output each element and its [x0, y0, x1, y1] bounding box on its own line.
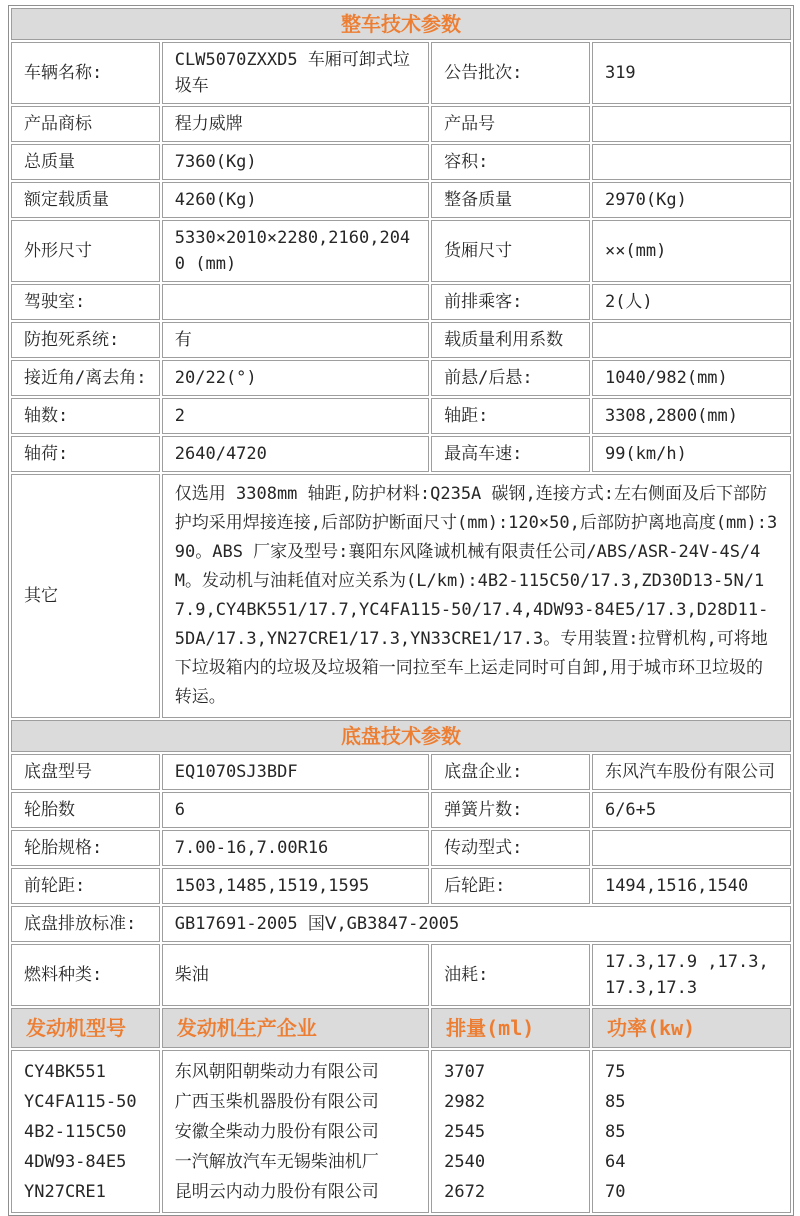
spec-table: [8, 5, 794, 1216]
spec-label-load-utilization: 载质量利用系数: [431, 322, 590, 358]
table-row: [11, 754, 791, 790]
spec-label-front-track: 前轮距:: [11, 868, 160, 904]
engine-model: CY4BK551: [24, 1062, 106, 1082]
spec-value-vehicle-name: CLW5070ZXXD5 车厢可卸式垃圾车: [162, 42, 429, 104]
table-row: [11, 360, 791, 396]
engine-model-column: [11, 1050, 160, 1213]
engine-manufacturer-column: [162, 1050, 429, 1213]
engine-displacement: 3707: [444, 1062, 486, 1082]
table-row: [11, 144, 791, 180]
spec-label-fuel-type: 燃料种类:: [11, 944, 160, 1006]
engine-body-row: [11, 1050, 791, 1213]
table-row: [11, 868, 791, 904]
engine-power: 85: [604, 1092, 626, 1112]
spec-label-volume: 容积:: [431, 144, 590, 180]
spec-label-dimensions: 外形尺寸: [11, 220, 160, 282]
engine-displacement-column: [431, 1050, 590, 1213]
engine-header-displacement: 排量(ml): [431, 1008, 590, 1048]
table-row: [11, 792, 791, 828]
vehicle-section-header-row: [11, 8, 791, 40]
engine-manufacturer: 东风朝阳朝柴动力有限公司: [174, 1062, 379, 1082]
spec-value-wheelbase: 3308,2800(mm): [592, 398, 791, 434]
spec-value-fuel-consumption: 17.3,17.9 ,17.3,17.3,17.3: [592, 944, 791, 1006]
spec-label-max-speed: 最高车速:: [431, 436, 590, 472]
table-row-emission: [11, 906, 791, 942]
spec-value-gross-mass: 7360(Kg): [162, 144, 429, 180]
spec-value-other-notes: 仅选用 3308mm 轴距,防护材料:Q235A 碳钢,连接方式:左右侧面及后下部防护均采用焊接连接,后部防护断面尺寸(mm):120×50,后部防护离地高度(mm):390。ABS 厂家及型号:襄阳东风隆诚机械有限责任公司/ABS/ASR-24V-4S/4M。发动机与油耗值对应关系为(L/km):4B2-115C50/17.3,ZD30D13-5N/17.9,CY4BK551/17.7,YC4FA115-50/17.4,4DW93-84E5/17.3,D28D11-5DA/17.3,YN27CRE1/17.3,YN33CRE1/17.3。专用装置:拉臂机构,可将地下垃圾箱内的垃圾及垃圾箱一同拉至车上运走同时可自卸,用于城市环卫垃圾的转运。: [162, 474, 791, 718]
engine-power: 70: [604, 1182, 626, 1202]
table-row: [11, 220, 791, 282]
spec-label-tire-count: 轮胎数: [11, 792, 160, 828]
spec-value-tire-count: 6: [162, 792, 429, 828]
spec-label-chassis-maker: 底盘企业:: [431, 754, 590, 790]
chassis-section-header-row: [11, 720, 791, 752]
engine-model: YC4FA115-50: [24, 1092, 137, 1112]
engine-displacement: 2540: [444, 1152, 486, 1172]
engine-manufacturer: 昆明云内动力股份有限公司: [174, 1182, 379, 1202]
spec-value-max-speed: 99(km/h): [592, 436, 791, 472]
spec-label-spring-leaves: 弹簧片数:: [431, 792, 590, 828]
engine-model: 4B2-115C50: [24, 1122, 127, 1142]
spec-value-axle-load: 2640/4720: [162, 436, 429, 472]
engine-header-model: 发动机型号: [11, 1008, 160, 1048]
engine-manufacturer: 一汽解放汽车无锡柴油机厂: [174, 1152, 379, 1172]
spec-label-vehicle-name: 车辆名称:: [11, 42, 160, 104]
spec-label-tire-spec: 轮胎规格:: [11, 830, 160, 866]
spec-label-emission-standard: 底盘排放标准:: [11, 906, 160, 942]
spec-label-gross-mass: 总质量: [11, 144, 160, 180]
engine-displacement: 2982: [444, 1092, 486, 1112]
spec-label-overhang: 前悬/后悬:: [431, 360, 590, 396]
engine-manufacturer: 广西玉柴机器股份有限公司: [174, 1092, 379, 1112]
spec-value-fuel-type: 柴油: [162, 944, 429, 1006]
spec-value-curb-mass: 2970(Kg): [592, 182, 791, 218]
table-row: [11, 436, 791, 472]
engine-power: 64: [604, 1152, 626, 1172]
spec-value-emission-standard: GB17691-2005 国Ⅴ,GB3847-2005: [162, 906, 791, 942]
table-row: [11, 106, 791, 142]
spec-label-product-no: 产品号: [431, 106, 590, 142]
spec-value-tire-spec: 7.00-16,7.00R16: [162, 830, 429, 866]
spec-value-front-passengers: 2(人): [592, 284, 791, 320]
engine-displacement: 2545: [444, 1122, 486, 1142]
engine-header-manufacturer: 发动机生产企业: [162, 1008, 429, 1048]
spec-value-axle-count: 2: [162, 398, 429, 434]
spec-value-dimensions: 5330×2010×2280,2160,2040 (mm): [162, 220, 429, 282]
engine-power: 75: [604, 1062, 626, 1082]
spec-label-approach-departure-angle: 接近角/离去角:: [11, 360, 160, 396]
spec-value-cab: [162, 284, 429, 320]
spec-value-approach-departure-angle: 20/22(°): [162, 360, 429, 396]
engine-manufacturer: 安徽全柴动力股份有限公司: [174, 1122, 379, 1142]
spec-value-volume: [592, 144, 791, 180]
spec-value-cargo-box-size: ××(mm): [592, 220, 791, 282]
spec-label-axle-load: 轴荷:: [11, 436, 160, 472]
spec-value-product-no: [592, 106, 791, 142]
chassis-section-title: 底盘技术参数: [11, 720, 791, 752]
engine-model: YN27CRE1: [24, 1182, 106, 1202]
table-row: [11, 284, 791, 320]
spec-label-curb-mass: 整备质量: [431, 182, 590, 218]
spec-label-announcement-batch: 公告批次:: [431, 42, 590, 104]
spec-label-fuel-consumption: 油耗:: [431, 944, 590, 1006]
spec-value-transmission-type: [592, 830, 791, 866]
spec-value-spring-leaves: 6/6+5: [592, 792, 791, 828]
table-row-other: [11, 474, 791, 718]
table-row: [11, 322, 791, 358]
spec-value-announcement-batch: 319: [592, 42, 791, 104]
spec-label-cab: 驾驶室:: [11, 284, 160, 320]
engine-header-power: 功率(kw): [592, 1008, 791, 1048]
spec-label-rear-track: 后轮距:: [431, 868, 590, 904]
spec-value-rated-load: 4260(Kg): [162, 182, 429, 218]
spec-value-chassis-maker: 东风汽车股份有限公司: [592, 754, 791, 790]
spec-label-other: 其它: [11, 474, 160, 718]
spec-value-abs: 有: [162, 322, 429, 358]
vehicle-section-title: 整车技术参数: [11, 8, 791, 40]
table-row: [11, 42, 791, 104]
spec-label-wheelbase: 轴距:: [431, 398, 590, 434]
spec-label-abs: 防抱死系统:: [11, 322, 160, 358]
spec-label-front-passengers: 前排乘客:: [431, 284, 590, 320]
engine-power: 85: [604, 1122, 626, 1142]
spec-value-load-utilization: [592, 322, 791, 358]
spec-value-brand: 程力威牌: [162, 106, 429, 142]
spec-label-transmission-type: 传动型式:: [431, 830, 590, 866]
table-row: [11, 944, 791, 1006]
spec-label-brand: 产品商标: [11, 106, 160, 142]
spec-value-chassis-model: EQ1070SJ3BDF: [162, 754, 429, 790]
engine-header-row: [11, 1008, 791, 1048]
table-row: [11, 830, 791, 866]
spec-value-overhang: 1040/982(mm): [592, 360, 791, 396]
spec-value-rear-track: 1494,1516,1540: [592, 868, 791, 904]
spec-value-front-track: 1503,1485,1519,1595: [162, 868, 429, 904]
spec-label-cargo-box-size: 货厢尺寸: [431, 220, 590, 282]
engine-power-column: [592, 1050, 791, 1213]
engine-model: 4DW93-84E5: [24, 1152, 127, 1172]
engine-displacement: 2672: [444, 1182, 486, 1202]
spec-label-rated-load: 额定载质量: [11, 182, 160, 218]
spec-label-chassis-model: 底盘型号: [11, 754, 160, 790]
table-row: [11, 398, 791, 434]
spec-label-axle-count: 轴数:: [11, 398, 160, 434]
table-row: [11, 182, 791, 218]
